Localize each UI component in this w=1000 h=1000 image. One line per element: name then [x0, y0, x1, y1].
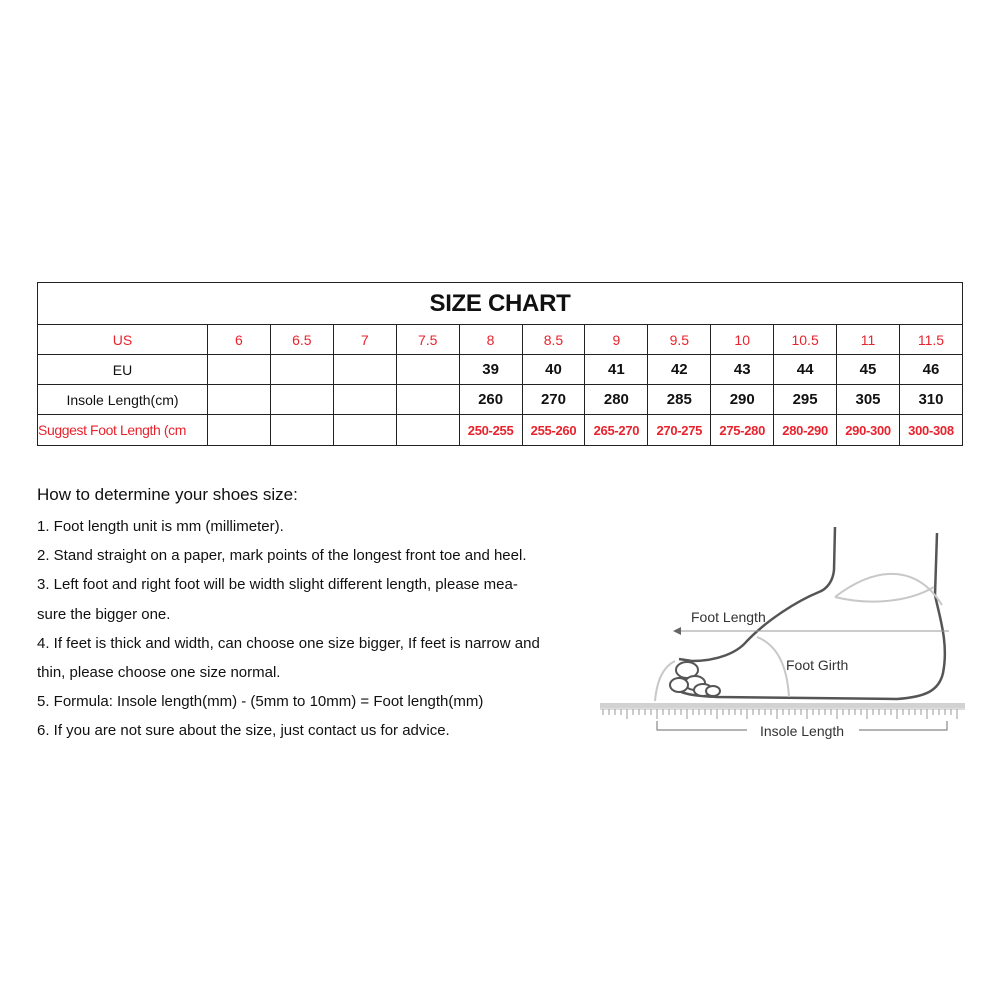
table-cell-us: 6.5 [270, 325, 333, 355]
table-cell-eu [270, 355, 333, 385]
table-cell-suggest-foot-length: 280-290 [774, 415, 837, 446]
size-instructions [37, 482, 612, 746]
table-cell-suggest-foot-length: 300-308 [899, 415, 962, 446]
table-cell-insole-length: 260 [459, 385, 522, 415]
table-cell-suggest-foot-length: 255-260 [522, 415, 585, 446]
table-cell-suggest-foot-length [333, 415, 396, 446]
foot-length-label: Foot Length [691, 609, 766, 625]
table-cell-insole-length: 285 [648, 385, 711, 415]
table-cell-insole-length: 305 [837, 385, 900, 415]
instruction-line: 4. If feet is thick and width, can choose one size bigger, If feet is narrow and [37, 634, 540, 652]
instruction-line: 6. If you are not sure about the size, just contact us for advice. [37, 722, 450, 740]
table-cell-us: 7 [333, 325, 396, 355]
instruction-line: 3. Left foot and right foot will be width slight different length, please mea- [37, 576, 518, 594]
table-cell-suggest-foot-length: 270-275 [648, 415, 711, 446]
table-cell-insole-length [208, 385, 271, 415]
instruction-line: 5. Formula: Insole length(mm) - (5mm to 10mm) = Foot length(mm) [37, 693, 484, 711]
table-cell-eu: 44 [774, 355, 837, 385]
foot-measurement-diagram [597, 525, 967, 765]
table-row-us [38, 325, 963, 355]
table-cell-suggest-foot-length [270, 415, 333, 446]
table-cell-eu [333, 355, 396, 385]
table-cell-eu: 45 [837, 355, 900, 385]
instruction-line: sure the bigger one. [37, 605, 171, 623]
row-label-suggest-foot-length: Suggest Foot Length (cm [38, 415, 208, 446]
row-label-eu: EU [38, 355, 208, 385]
table-cell-insole-length: 295 [774, 385, 837, 415]
foot-girth-label: Foot Girth [786, 657, 849, 673]
table-cell-eu: 41 [585, 355, 648, 385]
table-cell-eu: 46 [899, 355, 962, 385]
table-cell-insole-length [396, 385, 459, 415]
table-cell-suggest-foot-length [208, 415, 271, 446]
table-cell-us: 10 [711, 325, 774, 355]
table-row-insole-length [38, 385, 963, 415]
table-cell-us: 8 [459, 325, 522, 355]
table-cell-suggest-foot-length: 290-300 [837, 415, 900, 446]
table-cell-suggest-foot-length: 265-270 [585, 415, 648, 446]
table-cell-eu [208, 355, 271, 385]
table-cell-eu: 40 [522, 355, 585, 385]
table-cell-us: 10.5 [774, 325, 837, 355]
size-chart-table [37, 282, 963, 446]
table-cell-eu: 39 [459, 355, 522, 385]
toes [670, 662, 720, 696]
table-cell-insole-length [333, 385, 396, 415]
table-cell-us: 6 [208, 325, 271, 355]
table-cell-insole-length [270, 385, 333, 415]
table-cell-insole-length: 290 [711, 385, 774, 415]
table-cell-insole-length: 280 [585, 385, 648, 415]
row-label-insole-length: Insole Length(cm) [38, 385, 208, 415]
instruction-line: 1. Foot length unit is mm (millimeter). [37, 518, 284, 535]
table-cell-us: 9 [585, 325, 648, 355]
row-label-us: US [38, 325, 208, 355]
size-chart-title: SIZE CHART [38, 283, 963, 325]
floor-ruler [600, 703, 965, 719]
table-cell-eu: 43 [711, 355, 774, 385]
table-cell-us: 9.5 [648, 325, 711, 355]
size-chart-title-row [38, 283, 963, 325]
instruction-line: 2. Stand straight on a paper, mark points of the longest front toe and heel. [37, 547, 527, 565]
table-cell-us: 11 [837, 325, 900, 355]
table-cell-suggest-foot-length: 250-255 [459, 415, 522, 446]
instructions-heading: How to determine your shoes size: [37, 485, 298, 504]
table-cell-insole-length: 270 [522, 385, 585, 415]
table-cell-suggest-foot-length: 275-280 [711, 415, 774, 446]
table-cell-eu: 42 [648, 355, 711, 385]
table-cell-us: 7.5 [396, 325, 459, 355]
table-row-eu [38, 355, 963, 385]
table-cell-eu [396, 355, 459, 385]
table-cell-us: 8.5 [522, 325, 585, 355]
table-cell-insole-length: 310 [899, 385, 962, 415]
table-row-suggest-foot-length [38, 415, 963, 446]
instruction-line: thin, please choose one size normal. [37, 663, 281, 681]
insole-length-label: Insole Length [760, 723, 845, 739]
table-cell-us: 11.5 [899, 325, 962, 355]
foot-length-arrow [673, 627, 949, 635]
table-cell-suggest-foot-length [396, 415, 459, 446]
